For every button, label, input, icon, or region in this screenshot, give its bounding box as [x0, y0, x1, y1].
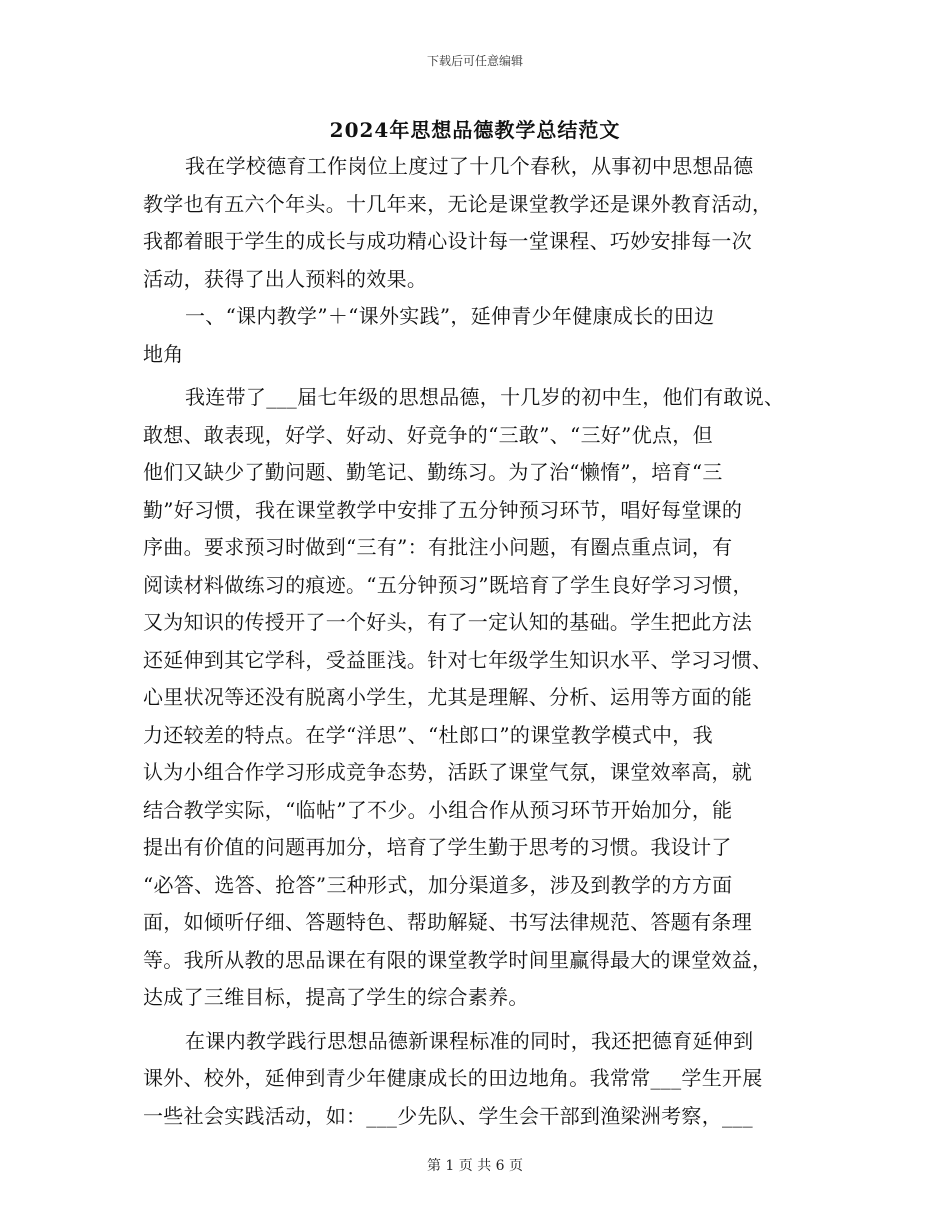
- body-line: 达成了三维目标，提高了学生的综合素养。: [143, 985, 529, 1009]
- body-line: 力还较差的特点。在学“洋思”、“杜郎口”的课堂教学模式中，我: [143, 722, 713, 747]
- body-line: 序曲。要求预习时做到“三有”：有批注小问题，有圈点重点词，有: [143, 535, 733, 559]
- page-header: 下载后可任意编辑: [426, 54, 523, 68]
- body-line: 一些社会实践活动，如：___少先队、学生会干部到渔梁洲考察，___: [143, 1103, 753, 1128]
- body-line: 我在学校德育工作岗位上度过了十几个春秋，从事初中思想品德: [185, 154, 754, 178]
- body-line: 我都着眼于学生的成长与成功精心设计每一堂课程、巧妙安排每一次: [143, 229, 752, 253]
- body-line: 教学也有五六个年头。十几年来，无论是课堂教学还是课外教育活动，: [143, 191, 773, 216]
- body-line: 心里状况等还没有脱离小学生，尤其是理解、分析、运用等方面的能: [143, 685, 752, 709]
- page-number-footer: 第 1 页 共 6 页: [426, 1158, 524, 1174]
- body-line: 活动，获得了出人预料的效果。: [143, 266, 428, 291]
- document-title: 2024年思想品德教学总结范文: [329, 118, 621, 142]
- body-line: 结合教学实际，“临帖”了不少。小组合作从预习环节开始加分，能: [143, 797, 733, 822]
- body-line: 还延伸到其它学科，受益匪浅。针对七年级学生知识水平、学习习惯、: [143, 647, 773, 672]
- body-line: “必答、选答、抢答”三种形式，加分渠道多，涉及到教学的方方面: [143, 872, 733, 897]
- body-line: 阅读材料做练习的痕迹。“五分钟预习”既培育了学生良好学习习惯，: [143, 572, 753, 597]
- body-line: 课外、校外，延伸到青少年健康成长的田边地角。我常常___学生开展: [143, 1066, 763, 1090]
- document-body: [143, 148, 833, 1135]
- body-line: 又为知识的传授开了一个好头，有了一定认知的基础。学生把此方法: [143, 610, 752, 634]
- section-heading-line: 地角: [143, 341, 184, 366]
- body-line: 认为小组合作学习形成竞争态势，活跃了课堂气氛，课堂效率高，就: [143, 760, 752, 784]
- body-line: 勤”好习惯，我在课堂教学中安排了五分钟预习环节，唱好每堂课的: [143, 497, 743, 522]
- body-line: 我连带了___届七年级的思想品德，十几岁的初中生，他们有敢说、: [185, 385, 785, 409]
- body-line: 他们又缺少了勤问题、勤笔记、勤练习。为了治“懒惰”，培育“三: [143, 460, 723, 484]
- section-heading-line: 一、“课内教学”＋“课外实践”，延伸青少年健康成长的田边: [185, 304, 715, 328]
- body-line: 在课内教学践行思想品德新课程标准的同时，我还把德育延伸到: [185, 1028, 754, 1053]
- body-line: 等。我所从教的思品课在有限的课堂教学时间里赢得最大的课堂效益，: [143, 947, 773, 972]
- body-line: 面，如倾听仔细、答题特色、帮助解疑、书写法律规范、答题有条理: [143, 910, 752, 934]
- body-line: 敢想、敢表现，好学、好动、好竞争的“三敢”、“三好”优点，但: [143, 422, 713, 447]
- body-line: 提出有价值的问题再加分，培育了学生勤于思考的习惯。我设计了: [143, 835, 732, 859]
